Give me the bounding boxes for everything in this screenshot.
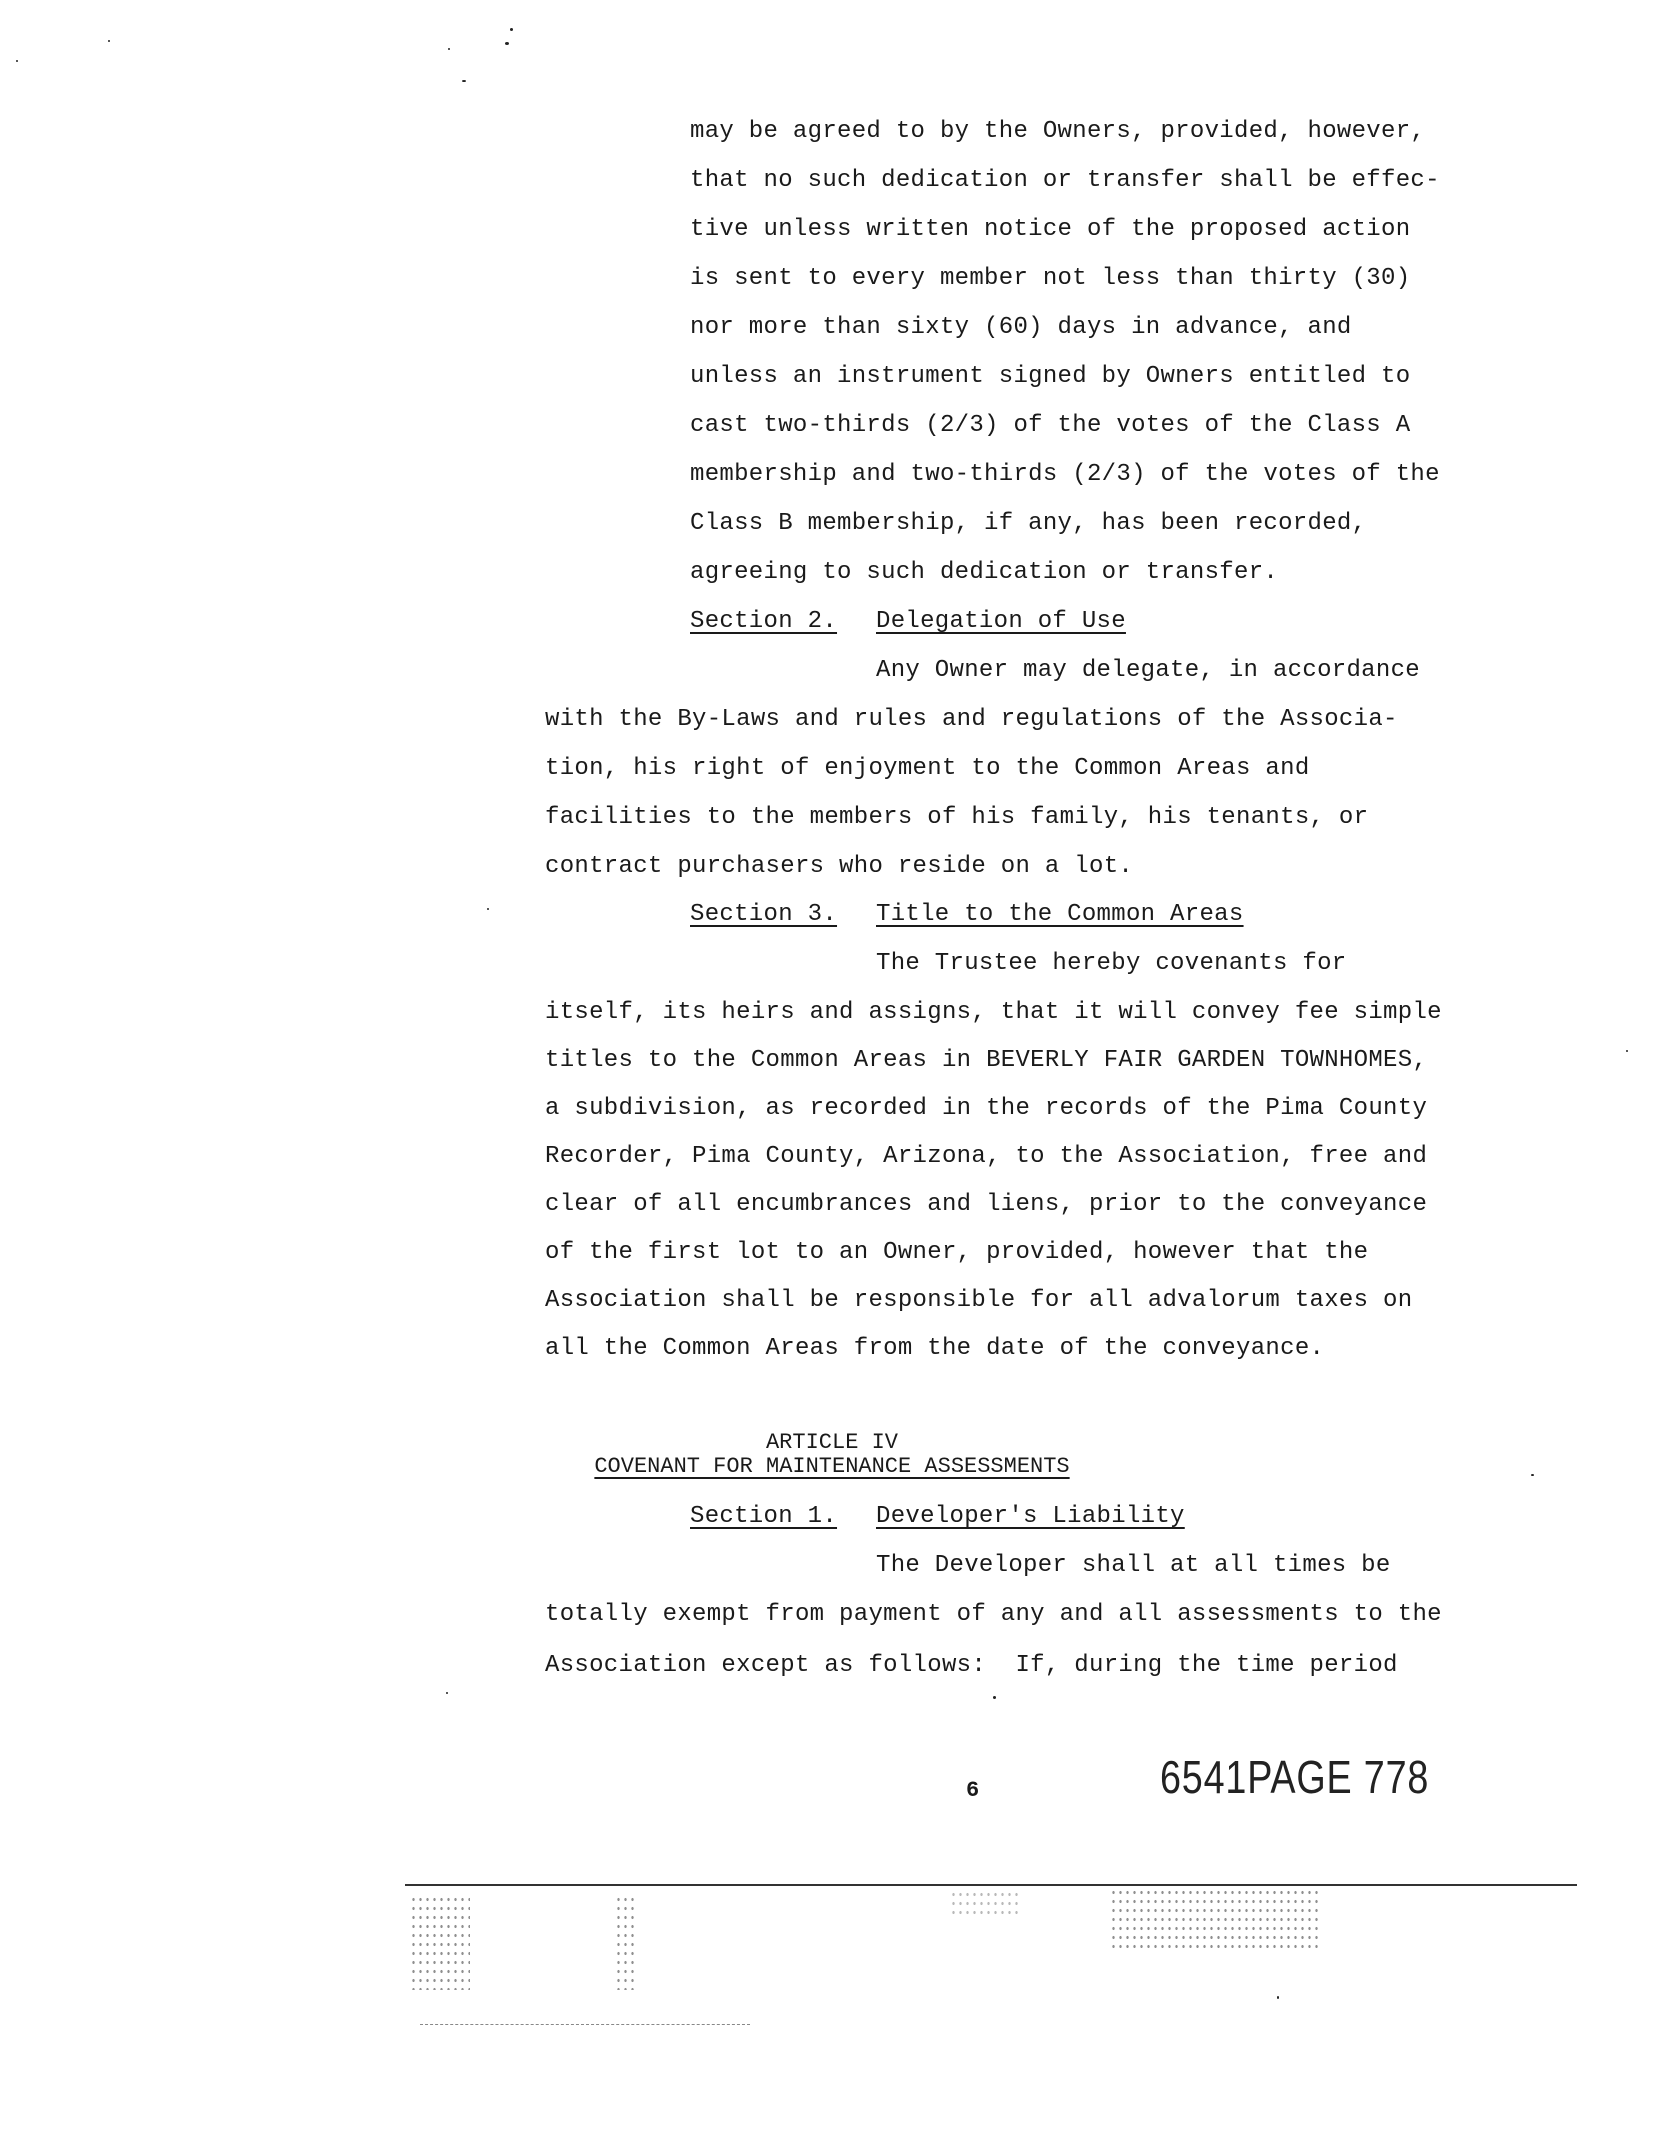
text-line: is sent to every member not less than thirty (30) (690, 265, 1411, 292)
text-line: tion, his right of enjoyment to the Common Areas and (545, 755, 1310, 782)
section-number: Section 2. (690, 608, 838, 635)
text-line: agreeing to such dedication or transfer. (690, 559, 1279, 586)
scan-noise (615, 1895, 635, 1990)
text-line: membership and two-thirds (2/3) of the votes of the (690, 461, 1440, 488)
scan-speck (1277, 1996, 1279, 1999)
text-line: Association except as follows: If, during the time period (545, 1652, 1398, 1679)
scan-speck (505, 42, 509, 45)
text-line: totally exempt from payment of any and all assessments to the (545, 1601, 1442, 1628)
article-heading: ARTICLE IV (765, 1430, 899, 1455)
text-line: clear of all encumbrances and liens, prior to the conveyance (545, 1191, 1428, 1218)
section-title: Developer's Liability (876, 1503, 1185, 1530)
scan-speck (448, 48, 450, 50)
scan-speck (1531, 1474, 1534, 1476)
text-line: contract purchasers who reside on a lot. (545, 853, 1134, 880)
text-line: all the Common Areas from the date of the conveyance. (545, 1335, 1325, 1362)
scan-speck (1626, 1050, 1628, 1052)
text-line: Recorder, Pima County, Arizona, to the Association, free and (545, 1143, 1428, 1170)
scan-rule-line (405, 1884, 1577, 1886)
scan-speck (487, 908, 489, 910)
text-line: may be agreed to by the Owners, provided, however, (690, 118, 1426, 145)
page-number: 6 (966, 1778, 980, 1803)
article-subheading (0, 1455, 1664, 1479)
text-line: Class B membership, if any, has been recorded, (690, 510, 1367, 537)
text-line: nor more than sixty (60) days in advance, and (690, 314, 1352, 341)
scan-speck (462, 80, 466, 82)
section-title: Delegation of Use (876, 608, 1126, 635)
text-line: of the first lot to an Owner, provided, however that the (545, 1239, 1369, 1266)
scan-dashed-line (420, 2024, 750, 2026)
text-line: unless an instrument signed by Owners entitled to (690, 363, 1411, 390)
text-line: titles to the Common Areas in BEVERLY FAIR GARDEN TOWNHOMES, (545, 1047, 1428, 1074)
section-number: Section 3. (690, 901, 838, 928)
scan-speck (446, 1692, 448, 1694)
text-line: Association shall be responsible for all advalorum taxes on (545, 1287, 1413, 1314)
text-line: Any Owner may delegate, in accordance (876, 657, 1420, 684)
text-line: that no such dedication or transfer shall be effec- (690, 167, 1440, 194)
scan-speck (510, 28, 513, 31)
scan-speck (16, 60, 18, 62)
scan-noise (950, 1890, 1020, 1920)
recording-stamp: 6541PAGE 778 (1160, 1751, 1430, 1803)
text-line: itself, its heirs and assigns, that it will convey fee simple (545, 999, 1442, 1026)
text-line: The Trustee hereby covenants for (876, 950, 1347, 977)
article-subheading-text: COVENANT FOR MAINTENANCE ASSESSMENTS (594, 1454, 1070, 1479)
text-line: facilities to the members of his family, his tenants, or (545, 804, 1369, 831)
section-number: Section 1. (690, 1503, 838, 1530)
section-title: Title to the Common Areas (876, 901, 1244, 928)
text-line: a subdivision, as recorded in the records of the Pima County (545, 1095, 1428, 1122)
scan-speck (108, 40, 110, 42)
scan-noise (1110, 1888, 1320, 1948)
text-line: with the By-Laws and rules and regulations of the Associa- (545, 706, 1398, 733)
text-line: tive unless written notice of the proposed action (690, 216, 1411, 243)
scan-noise (410, 1895, 470, 1990)
text-line: cast two-thirds (2/3) of the votes of the Class A (690, 412, 1411, 439)
scan-speck (993, 1696, 996, 1699)
text-line: The Developer shall at all times be (876, 1552, 1391, 1579)
